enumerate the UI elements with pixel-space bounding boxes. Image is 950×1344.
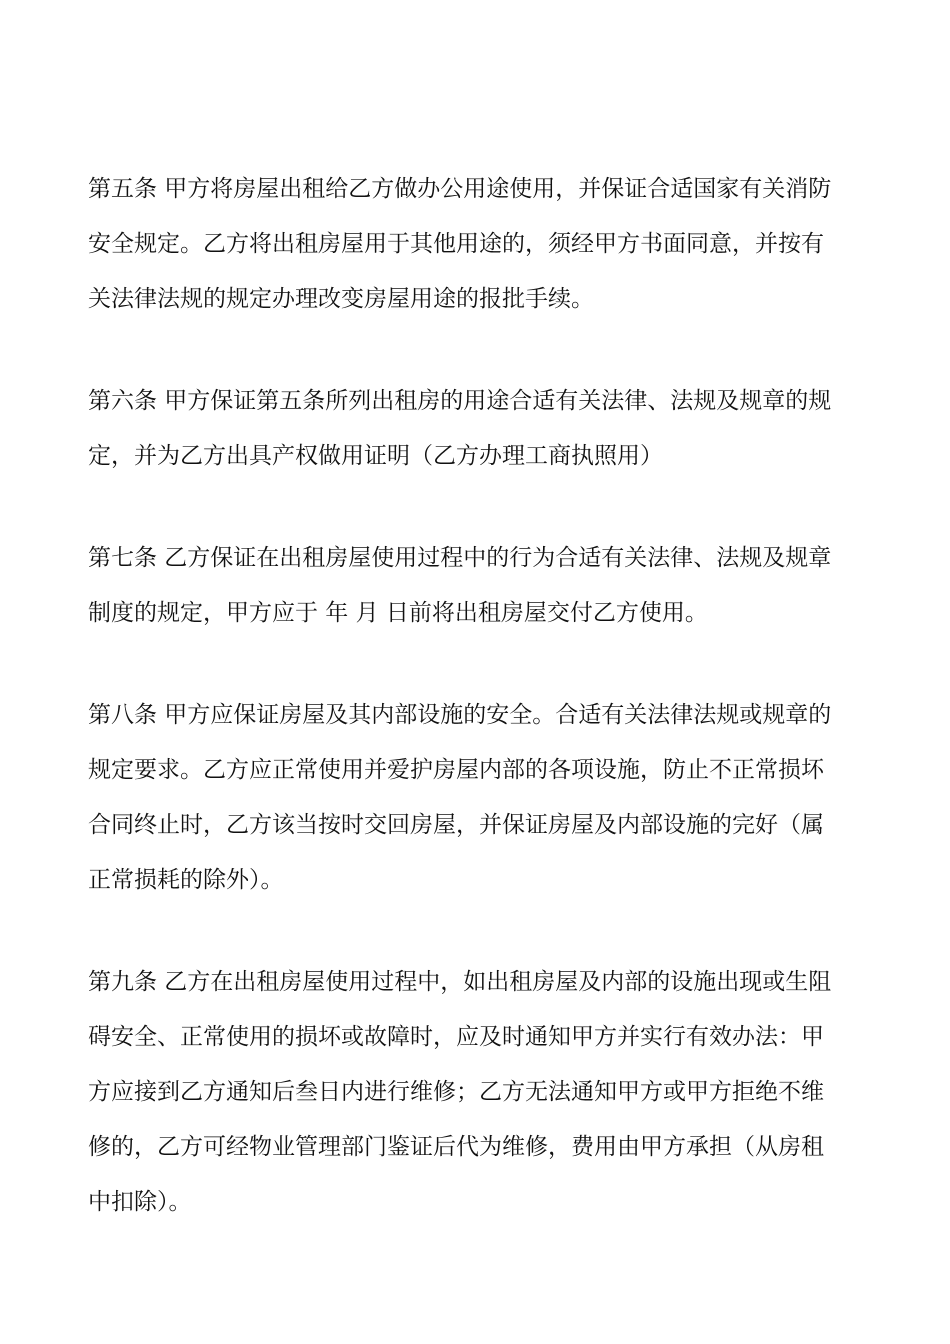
text-line: 定，并为乙方出具产权做用证明（乙方办理工商执照用） (88, 443, 663, 469)
clause-5 (88, 162, 868, 327)
clause-7 (88, 531, 868, 641)
text-line: 第七条 乙方保证在出租房屋使用过程中的行为合适有关法律、法规及规章 (88, 545, 832, 571)
text-line: 第九条 乙方在出租房屋使用过程中，如出租房屋及内部的设施出现或生阻 (88, 969, 832, 995)
clause-8 (88, 688, 868, 908)
text-line: 安全规定。乙方将出租房屋用于其他用途的，须经甲方书面同意，并按有 (88, 231, 824, 257)
text-line: 合同终止时，乙方该当按时交回房屋，并保证房屋及内部设施的完好（属 (88, 812, 824, 838)
text-line: 关法律法规的规定办理改变房屋用途的报批手续。 (88, 286, 594, 312)
text-line: 修的，乙方可经物业管理部门鉴证后代为维修，费用由甲方承担（从房租 (88, 1134, 824, 1160)
document-page (88, 162, 868, 1277)
clause-6 (88, 374, 868, 484)
text-line: 中扣除）。 (88, 1189, 192, 1215)
text-line: 规定要求。乙方应正常使用并爱护房屋内部的各项设施，防止不正常损坏 (88, 757, 824, 783)
text-line: 第五条 甲方将房屋出租给乙方做办公用途使用，并保证合适国家有关消防 (88, 176, 832, 202)
text-line: 碍安全、正常使用的损坏或故障时，应及时通知甲方并实行有效办法：甲 (88, 1024, 824, 1050)
text-line: 第六条 甲方保证第五条所列出租房的用途合适有关法律、法规及规章的规 (88, 388, 832, 414)
text-line: 正常损耗的除外）。 (88, 867, 284, 893)
text-line: 方应接到乙方通知后叁日内进行维修；乙方无法通知甲方或甲方拒绝不维 (88, 1079, 824, 1105)
text-line: 制度的规定，甲方应于 年 月 日前将出租房屋交付乙方使用。 (88, 600, 708, 626)
clause-9 (88, 955, 868, 1230)
text-line: 第八条 甲方应保证房屋及其内部设施的安全。合适有关法律法规或规章的 (88, 702, 832, 728)
